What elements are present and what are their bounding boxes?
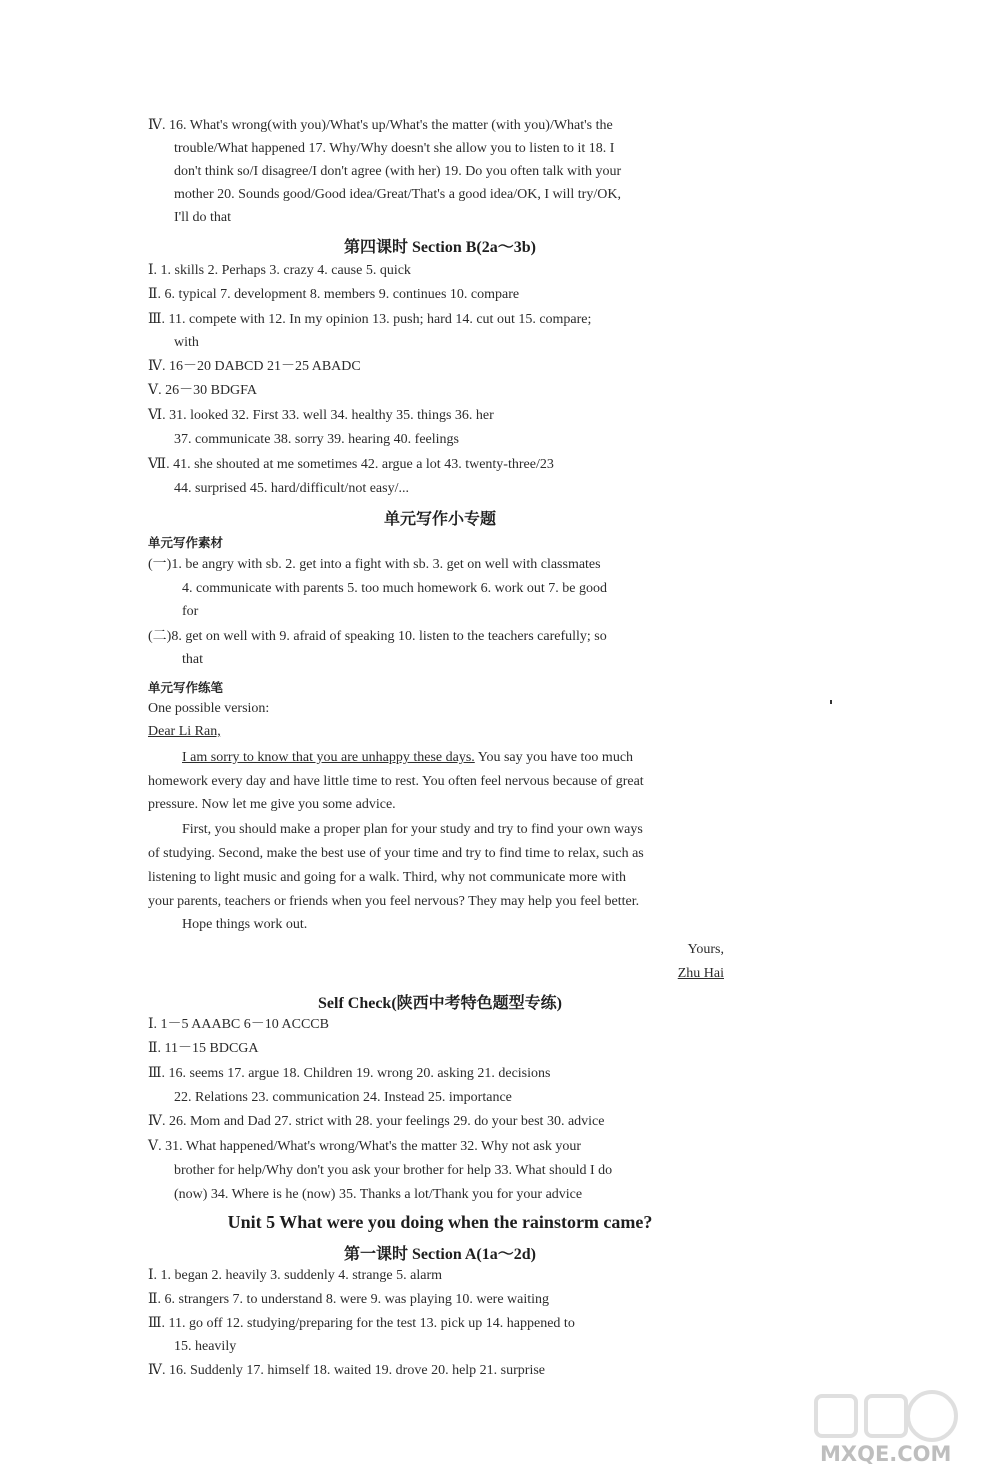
letter-line: your parents, teachers or friends when you feel nervous? They may help you feel better. xyxy=(148,894,640,909)
watermark-logo-icon xyxy=(812,1388,962,1448)
text-line: Ⅱ. 11－15 BDCGA xyxy=(148,1041,259,1056)
letter-line: First, you should make a proper plan for your study and try to find your own ways xyxy=(182,822,643,837)
text-line: Ⅴ. 26－30 BDGFA xyxy=(148,383,258,398)
text-line: 44. surprised 45. hard/difficult/not easy/... xyxy=(174,481,409,496)
text-line: for xyxy=(182,604,199,619)
text-line: that xyxy=(182,652,203,667)
letter-line: pressure. Now let me give you some advice. xyxy=(148,797,396,812)
section-heading: Self Check(陕西中考特色题型专练) xyxy=(318,995,562,1012)
text-line: Ⅵ. 31. looked 32. First 33. well 34. healthy 35. things 36. her xyxy=(148,408,494,423)
text-line: Ⅲ. 16. seems 17. argue 18. Children 19. wrong 20. asking 21. decisions xyxy=(148,1066,551,1081)
letter-closing: Yours, xyxy=(687,942,724,957)
letter-line: Hope things work out. xyxy=(182,917,308,932)
text-line: I'll do that xyxy=(174,210,231,225)
text-line: Ⅴ. 31. What happened/What's wrong/What's the matter 32. Why not ask your xyxy=(148,1139,581,1154)
text-line: Ⅲ. 11. compete with 12. In my opinion 13. push; hard 14. cut out 15. compare; xyxy=(148,312,592,327)
text-line: (now) 34. Where is he (now) 35. Thanks a lot/Thank you for your advice xyxy=(174,1187,583,1202)
letter-salutation: Dear Li Ran, xyxy=(148,724,221,739)
letter-line: listening to light music and going for a walk. Third, why not communicate more with xyxy=(148,870,626,885)
text-line: Ⅳ. 16－20 DABCD 21－25 ABADC xyxy=(148,359,361,374)
letter-line: homework every day and have little time to rest. You often feel nervous because of great xyxy=(148,774,644,789)
text-line: trouble/What happened 17. Why/Why doesn't she allow you to listen to it 18. I xyxy=(174,141,615,156)
text-span: You say you have too much xyxy=(474,750,634,765)
text-line: Ⅳ. 26. Mom and Dad 27. strict with 28. your feelings 29. do your best 30. advice xyxy=(148,1114,605,1129)
text-line: Ⅰ. 1－5 AAABC 6－10 ACCCB xyxy=(148,1017,329,1032)
letter-signature: Zhu Hai xyxy=(677,966,724,981)
text-line: Ⅲ. 11. go off 12. studying/preparing for the test 13. pick up 14. happened to xyxy=(148,1316,575,1331)
underlined-sentence: I am sorry to know that you are unhappy these days. xyxy=(182,750,475,765)
text-line: (一)1. be angry with sb. 2. get into a fight with sb. 3. get on well with classmates xyxy=(148,557,601,572)
section-heading: 单元写作小专题 xyxy=(383,511,496,528)
text-line: Ⅰ. 1. skills 2. Perhaps 3. crazy 4. cause 5. quick xyxy=(148,263,411,278)
letter-line: of studying. Second, make the best use of your time and try to find time to relax, such as xyxy=(148,846,644,861)
text-line: 15. heavily xyxy=(174,1339,237,1354)
watermark-text: MXQE.COM xyxy=(820,1442,952,1466)
text-line: 37. communicate 38. sorry 39. hearing 40. feelings xyxy=(174,432,459,447)
text-line: Ⅳ. 16. Suddenly 17. himself 18. waited 19. drove 20. help 21. surprise xyxy=(148,1363,545,1378)
text-line: mother 20. Sounds good/Good idea/Great/That's a good idea/OK, I will try/OK, xyxy=(174,187,621,202)
text-line: Ⅱ. 6. typical 7. development 8. members 9. continues 10. compare xyxy=(148,287,520,302)
text-line: Ⅱ. 6. strangers 7. to understand 8. were 9. was playing 10. were waiting xyxy=(148,1292,550,1307)
text-line: 22. Relations 23. communication 24. Instead 25. importance xyxy=(174,1090,512,1105)
section-heading: 第四课时 Section B(2a～3b) xyxy=(343,239,536,256)
text-line: Ⅰ. 1. began 2. heavily 3. suddenly 4. strange 5. alarm xyxy=(148,1268,443,1283)
unit-title: Unit 5 What were you doing when the rainstorm came? xyxy=(227,1212,653,1232)
text-line: (二)8. get on well with 9. afraid of speaking 10. listen to the teachers carefully; so xyxy=(148,629,607,644)
text-line: with xyxy=(174,335,199,350)
text-line: 4. communicate with parents 5. too much homework 6. work out 7. be good xyxy=(182,581,607,596)
scan-speck xyxy=(830,700,832,704)
letter-line xyxy=(182,749,633,767)
text-line: don't think so/I disagree/I don't agree (with her) 19. Do you often talk with your xyxy=(174,164,622,179)
section-heading: 第一课时 Section A(1a～2d) xyxy=(343,1246,536,1263)
text-line: Ⅳ. 16. What's wrong(with you)/What's up/What's the matter (with you)/What's the xyxy=(148,118,613,133)
text-line: One possible version: xyxy=(148,701,270,716)
subheading: 单元写作素材 xyxy=(148,536,224,550)
text-line: brother for help/Why don't you ask your brother for help 33. What should I do xyxy=(174,1163,613,1178)
text-line: Ⅶ. 41. she shouted at me sometimes 42. argue a lot 43. twenty-three/23 xyxy=(148,457,554,472)
subheading: 单元写作练笔 xyxy=(148,681,224,695)
